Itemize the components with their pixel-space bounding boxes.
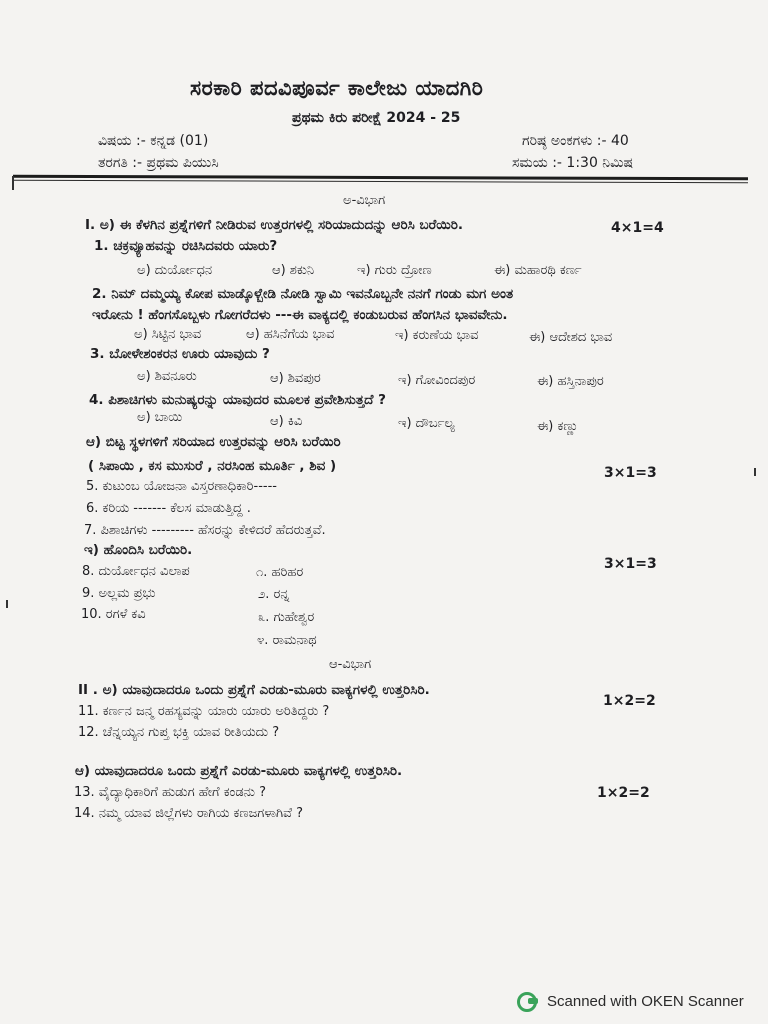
header-divider-thin — [13, 180, 748, 184]
fill-blank-6: 6. ಕರಿಯ ------- ಕೆಲಸ ಮಾಡುತ್ತಿದ್ದ . — [86, 501, 251, 516]
match-left-8: 8. ದುರ್ಯೋಧನ ವಿಲಾಪ — [82, 564, 190, 579]
q3-option-b: ಆ) ಶಿವಪುರ — [270, 371, 321, 386]
class-label: ತರಗತಿ :- ಪ್ರಥಮ ಪಿಯುಸಿ — [98, 155, 219, 171]
question-3: 3. ಬೋಳೇಶಂಕರನ ಊರು ಯಾವುದು ? — [90, 346, 270, 362]
scan-mark — [6, 600, 8, 608]
match-left-10: 10. ರಗಳೆ ಕವಿ — [81, 607, 146, 622]
section-b-part1-instruction: II . ಅ) ಯಾವುದಾದರೂ ಒಂದು ಪ್ರಶ್ನೆಗೆ ಎರಡು-ಮೂರು ವಾಕ್ಯಗಳಲ್ಲಿ ಉತ್ತರಿಸಿರಿ. — [78, 682, 430, 698]
match-left-9: 9. ಅಲ್ಲಮ ಪ್ರಭು — [82, 586, 156, 601]
match-right-2: ೨. ರನ್ನ — [258, 587, 290, 602]
match-instruction: ಇ) ಹೊಂದಿಸಿ ಬರೆಯಿರಿ. — [84, 542, 193, 558]
section-b-part1-marks: 1×2=2 — [603, 693, 656, 709]
question-11: 11. ಕರ್ಣನ ಜನ್ಮ ರಹಸ್ಯವನ್ನು ಯಾರು ಯಾರು ಅರಿತಿದ್ದರು ? — [78, 704, 330, 719]
fill-blank-7: 7. ಪಿಶಾಚಿಗಳು --------- ಹೆಸರನ್ನು ಕೇಳಿದರೆ ಹೆದರುತ್ತವೆ. — [84, 523, 326, 538]
question-4: 4. ಪಿಶಾಚಿಗಳು ಮನುಷ್ಯರನ್ನು ಯಾವುದರ ಮೂಲಕ ಪ್ರವೇಶಿಸುತ್ತದೆ ? — [89, 392, 386, 408]
match-right-4: ೪. ರಾಮನಾಥ — [257, 633, 317, 648]
watermark-text: Scanned with OKEN Scanner — [547, 992, 744, 1010]
section-a-marks: 4×1=4 — [611, 220, 664, 236]
q4-option-b: ಆ) ಕಿವಿ — [270, 414, 303, 429]
time-label: ಸಮಯ :- 1:30 ನಿಮಿಷ — [512, 155, 633, 171]
section-b-heading: ಆ-ವಿಭಾಗ — [329, 657, 372, 672]
match-right-3: ೩. ಗುಹೇಶ್ವರ — [258, 610, 315, 625]
q4-option-c: ಇ) ದೌರ್ಬಲ್ಯ — [398, 416, 455, 431]
section-a-heading: ಅ-ವಿಭಾಗ — [343, 193, 386, 208]
match-marks: 3×1=3 — [604, 556, 657, 572]
question-1: 1. ಚಕ್ರವ್ಯೂಹವನ್ನು ರಚಿಸಿದವರು ಯಾರು? — [94, 238, 278, 254]
q4-option-a: ಅ) ಬಾಯಿ — [137, 410, 183, 425]
section-b-part2-marks: 1×2=2 — [597, 785, 650, 801]
question-13: 13. ವೈದ್ಯಾಧಿಕಾರಿಗೆ ಹುಡುಗ ಹೇಗೆ ಕಂಡನು ? — [74, 785, 266, 800]
max-marks-label: ಗರಿಷ್ಠ ಅಂಕಗಳು :- 40 — [522, 133, 629, 149]
q2-option-b: ಆ) ಹಸಿನೆಗೆಯ ಭಾವ — [246, 327, 335, 342]
subject-label: ವಿಷಯ :- ಕನ್ನಡ (01) — [98, 133, 209, 149]
q2-option-c: ಇ) ಕರುಣೆಯ ಭಾವ — [395, 328, 479, 343]
scanner-logo-icon — [515, 990, 541, 1012]
question-12: 12. ಚೆನ್ನಯ್ಯನ ಗುಪ್ತ ಭಕ್ತಿ ಯಾವ ರೀತಿಯದು ? — [78, 725, 280, 740]
fill-blanks-instruction: ಆ) ಬಿಟ್ಟ ಸ್ಥಳಗಳಿಗೆ ಸರಿಯಾದ ಉತ್ತರವನ್ನು ಆರಿಸಿ ಬರೆಯಿರಿ — [86, 434, 341, 450]
question-2: 2. ನಿಮ್ ದಮ್ಮಯ್ಯ ಕೋಪ ಮಾಡ್ಕೊಳ್ಬೇಡಿ ನೋಡಿ ಸ್ವಾಮಿ ಇವನೊಬ್ಬನೇ ನನಗೆ ಗಂಡು ಮಗ ಅಂತ — [92, 286, 514, 302]
scan-mark — [754, 468, 756, 476]
q3-option-d: ಈ) ಹಸ್ತಿನಾಪುರ — [537, 374, 604, 389]
section-a-instruction: I. ಅ) ಈ ಕೆಳಗಿನ ಪ್ರಶ್ನೆಗಳಿಗೆ ನೀಡಿರುವ ಉತ್ತರಗಳಲ್ಲಿ ಸರಿಯಾದುದನ್ನು ಆರಿಸಿ ಬರೆಯಿರಿ. — [85, 217, 464, 233]
q1-option-d: ಈ) ಮಹಾರಥಿ ಕರ್ಣ — [494, 263, 582, 278]
q2-option-a: ಅ) ಸಿಟ್ಟಿನ ಭಾವ — [134, 327, 202, 342]
exam-title: ಪ್ರಥಮ ಕಿರು ಪರೀಕ್ಷೆ 2024 - 25 — [292, 110, 461, 126]
q1-option-c: ಇ) ಗುರು ದ್ರೋಣ — [357, 263, 432, 278]
q2-option-d: ಈ) ಆದೇಶದ ಭಾವ — [529, 330, 613, 345]
fill-blanks-marks: 3×1=3 — [604, 465, 657, 481]
q3-option-c: ಇ) ಗೋವಿಂದಪುರ — [398, 373, 476, 388]
margin-tick — [12, 176, 14, 190]
q4-option-d: ಈ) ಕಣ್ಣು — [537, 419, 579, 434]
q1-option-b: ಆ) ಶಕುನಿ — [272, 263, 315, 278]
section-b-part2-instruction: ಆ) ಯಾವುದಾದರೂ ಒಂದು ಪ್ರಶ್ನೆಗೆ ಎರಡು-ಮೂರು ವಾಕ್ಯಗಳಲ್ಲಿ ಉತ್ತರಿಸಿರಿ. — [75, 763, 403, 779]
scanner-watermark — [515, 990, 744, 1012]
fill-blanks-words: ( ಸಿಪಾಯಿ , ಕಸ ಮುಸುರೆ , ನರಸಿಂಹ ಮೂರ್ತಿ , ಶಿವ ) — [88, 458, 337, 474]
college-title: ಸರಕಾರಿ ಪದವಿಪೂರ್ವ ಕಾಲೇಜು ಯಾದಗಿರಿ — [190, 76, 484, 100]
question-2-cont: ಇರೋನು ! ಹೆಂಗಸೊಬ್ಬಳು ಗೋಗರೆದಳು ---ಈ ವಾಕ್ಯದಲ್ಲಿ ಕಂಡುಬರುವ ಹೆಂಗಸಿನ ಭಾವವೇನು. — [92, 307, 508, 323]
question-14: 14. ನಮ್ಮ ಯಾವ ಜಿಲ್ಲೆಗಳು ರಾಗಿಯ ಕಣಜಗಳಾಗಿವೆ ? — [74, 806, 303, 821]
fill-blank-5: 5. ಕುಟುಂಬ ಯೋಜನಾ ವಿಸ್ತರಣಾಧಿಕಾರಿ----- — [86, 479, 277, 494]
match-right-1: ೧. ಹರಿಹರ — [256, 565, 304, 580]
q1-option-a: ಅ) ದುರ್ಯೋಧನ — [137, 263, 213, 278]
q3-option-a: ಅ) ಶಿವನೂರು — [137, 369, 197, 384]
